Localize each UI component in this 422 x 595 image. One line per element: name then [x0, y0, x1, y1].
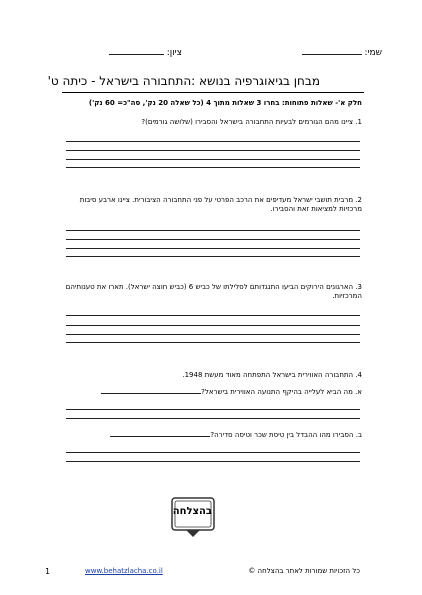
page-title: מבחן בגיאוגרפיה בנושא :התחבורה בישראל - כיתה ט': [47, 74, 320, 88]
logo: [170, 496, 216, 540]
logo-badge-icon: [170, 496, 216, 540]
question-4: 4. התחבורה האווירית בישראל התפתחה מאוד מעשת 1948.: [182, 371, 362, 379]
answer-line[interactable]: [66, 248, 360, 249]
question-4b-text: ב. הסבירו מהו ההבדל בין טיסת שכר וטיסה סדירה?: [210, 431, 362, 439]
logo-text: בהצלחה: [172, 506, 212, 517]
answer-line[interactable]: [66, 230, 360, 231]
name-label: שמי:: [364, 48, 382, 58]
answer-line[interactable]: [66, 167, 360, 168]
grade-label: ציון:: [166, 48, 182, 58]
answer-line[interactable]: [66, 334, 360, 335]
grade-field[interactable]: [109, 48, 182, 58]
name-field[interactable]: [302, 48, 382, 58]
answer-line[interactable]: [66, 159, 360, 160]
answer-line[interactable]: [66, 452, 360, 453]
answer-line[interactable]: [66, 239, 360, 240]
name-line[interactable]: [302, 54, 362, 55]
question-4b: [62, 431, 362, 440]
answer-line[interactable]: [66, 325, 360, 326]
grade-line[interactable]: [109, 54, 164, 55]
answer-line[interactable]: [66, 418, 360, 419]
question-2: 2. מרבית תושבי ישראל מעדיפים את הרכב הפרטי על פני התחבורה הציבורית. ציינו ארבע סיבות מרכזיות למציאות זאת והסבירו.: [79, 196, 362, 213]
answer-line[interactable]: [66, 141, 360, 142]
answer-line[interactable]: [66, 315, 360, 316]
answer-line[interactable]: [66, 342, 360, 343]
answer-blank[interactable]: [101, 393, 201, 394]
answer-line[interactable]: [66, 256, 360, 257]
copyright: כל הזכויות שמורות לאתר בהצלחה ©: [248, 567, 360, 575]
part-header: חלק א'- שאלות פתוחות: בחרו 3 שאלות מתוך 4 (כל שאלה 20 נק', סה"כ= 60 נק'): [88, 99, 362, 107]
question-1: 1. ציינו מהם הגורמים לבעיות התחבורה בישראל והסבירו (שלושה גורמים)?: [141, 118, 362, 126]
answer-blank[interactable]: [110, 436, 210, 437]
question-4a-text: א. מה הביא לעלייה בהיקף התנועה האווירית בישראל?: [201, 388, 362, 396]
question-4a: [62, 388, 362, 397]
page-number: 1: [45, 567, 51, 576]
answer-line[interactable]: [66, 461, 360, 462]
title-underline: [62, 92, 364, 93]
question-3: 3. הארגונים הירוקים הביעו התנגדותם לסלילתו של כביש 6 (כביש חוצה ישראל). תארו את טענותיהם המרכזיות.: [65, 283, 362, 300]
answer-line[interactable]: [66, 150, 360, 151]
answer-line[interactable]: [66, 409, 360, 410]
website-link[interactable]: www.behatzlacha.co.il: [85, 567, 163, 575]
